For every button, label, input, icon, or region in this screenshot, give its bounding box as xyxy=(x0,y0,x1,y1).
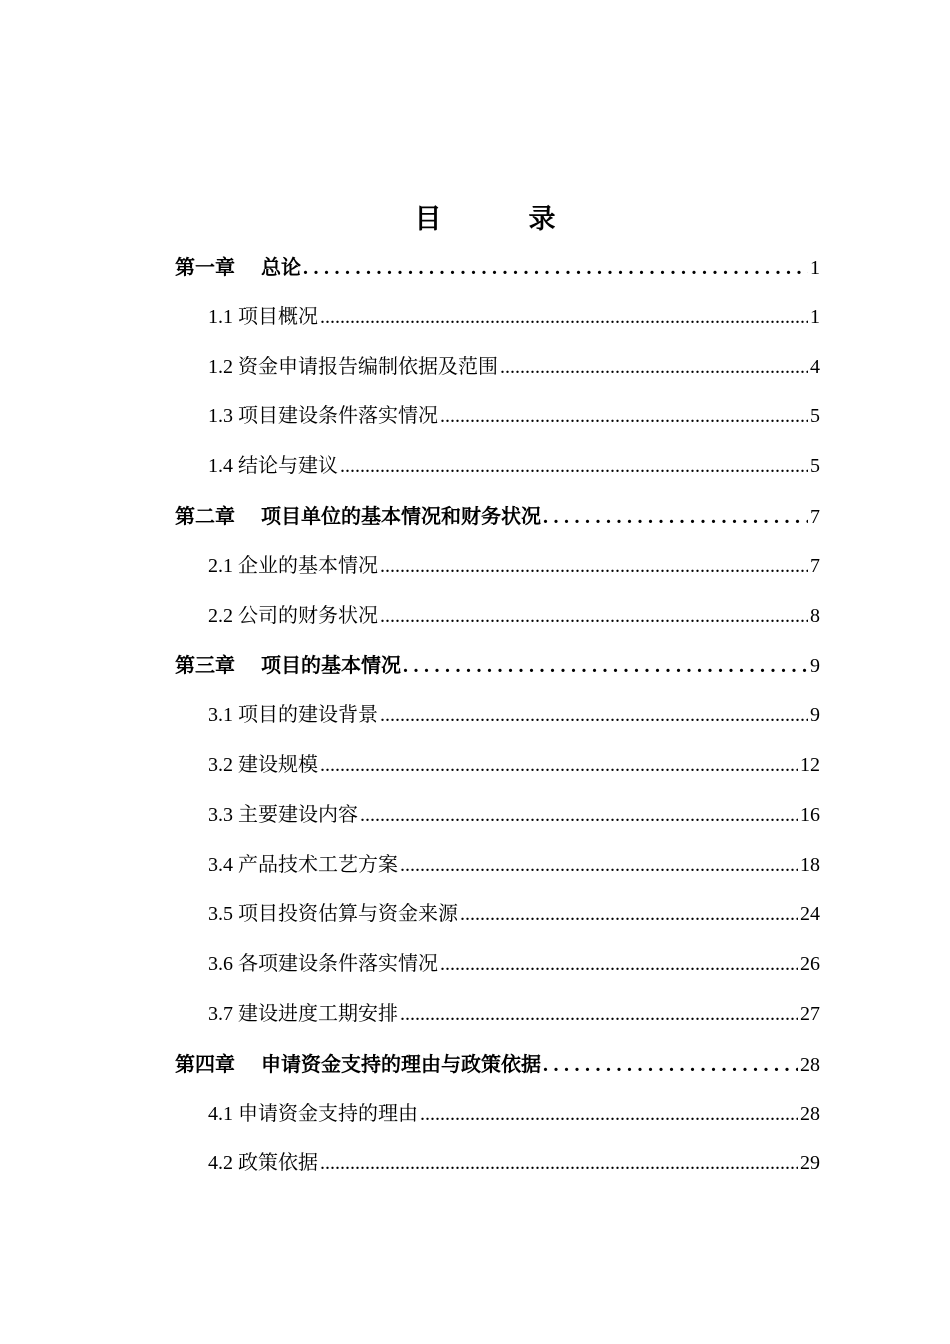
toc-page-number: 29 xyxy=(800,1152,820,1175)
toc-entry-label xyxy=(208,791,358,841)
toc-entry-text: 项目的基本情况 xyxy=(261,653,401,678)
dot-leader xyxy=(543,493,808,543)
dot-leader xyxy=(440,940,798,990)
toc-section-entry[interactable] xyxy=(175,542,820,592)
toc-page-number: 9 xyxy=(810,655,820,678)
chapter-number: 第一章 xyxy=(175,255,235,279)
toc-entry-label xyxy=(208,691,378,741)
toc-page-number: 4 xyxy=(810,355,820,378)
toc-section-entry[interactable] xyxy=(175,791,820,841)
toc-section-entry[interactable] xyxy=(175,343,820,393)
dot-leader xyxy=(320,741,798,791)
toc-title: 目 录 xyxy=(414,204,586,235)
toc-section-entry[interactable] xyxy=(175,592,820,642)
toc-section-entry[interactable] xyxy=(175,442,820,492)
toc-entry-label xyxy=(208,841,398,891)
toc-entry-text: 3.2 建设规模 xyxy=(208,753,318,776)
toc-section-entry[interactable] xyxy=(175,392,820,442)
chapter-number: 第四章 xyxy=(175,1051,235,1076)
toc-entry-text: 1.3 项目建设条件落实情况 xyxy=(208,405,438,428)
toc-entry-text: 4.2 政策依据 xyxy=(208,1152,318,1175)
toc-section-entry[interactable] xyxy=(175,940,820,990)
toc-entry-text: 1.4 结论与建议 xyxy=(208,455,338,478)
toc-entry-text: 项目单位的基本情况和财务状况 xyxy=(261,503,541,528)
toc-page-number: 28 xyxy=(800,1102,820,1125)
dot-leader xyxy=(403,642,808,692)
dot-leader xyxy=(400,990,798,1040)
dot-leader xyxy=(500,343,808,393)
toc-entry-text: 3.7 建设进度工期安排 xyxy=(208,1002,398,1025)
toc-page-number: 16 xyxy=(800,803,820,826)
toc-page-number: 28 xyxy=(800,1053,820,1076)
toc-entry-text: 3.4 产品技术工艺方案 xyxy=(208,853,398,876)
toc-section-entry[interactable] xyxy=(175,990,820,1040)
toc-chapter-entry[interactable] xyxy=(175,641,820,691)
toc-entry-text: 3.3 主要建设内容 xyxy=(208,803,358,826)
dot-leader xyxy=(340,442,808,492)
dot-leader xyxy=(303,244,808,294)
toc-page-number: 7 xyxy=(810,505,820,528)
toc-section-entry[interactable] xyxy=(175,1139,820,1189)
toc-page-number: 1 xyxy=(810,305,820,328)
dot-leader xyxy=(380,592,808,642)
toc-section-entry[interactable] xyxy=(175,691,820,741)
toc-section-entry[interactable] xyxy=(175,890,820,940)
toc-entry-label xyxy=(208,293,318,343)
toc-page-number: 26 xyxy=(800,953,820,976)
toc-entry-text: 1.2 资金申请报告编制依据及范围 xyxy=(208,355,498,378)
toc-entry-label xyxy=(175,492,541,542)
toc-entry-label xyxy=(208,940,438,990)
dot-leader xyxy=(400,841,798,891)
toc-entry-label xyxy=(208,1090,418,1140)
toc-entry-text: 3.6 各项建设条件落实情况 xyxy=(208,953,438,976)
toc-page-number: 5 xyxy=(810,455,820,478)
toc-page-number: 5 xyxy=(810,405,820,428)
toc-entry-label xyxy=(208,442,338,492)
chapter-number: 第二章 xyxy=(175,503,235,528)
toc-page-number: 12 xyxy=(800,753,820,776)
toc-chapter-entry[interactable] xyxy=(175,492,820,542)
dot-leader xyxy=(380,691,808,741)
dot-leader xyxy=(420,1090,798,1140)
toc-page-number: 9 xyxy=(810,704,820,727)
chapter-number: 第三章 xyxy=(175,653,235,678)
toc-entry-label xyxy=(175,641,401,691)
dot-leader xyxy=(460,890,798,940)
toc-entry-text: 申请资金支持的理由与政策依据 xyxy=(261,1051,541,1076)
toc-section-entry[interactable] xyxy=(175,1090,820,1140)
toc-chapter-entry[interactable] xyxy=(175,243,820,293)
toc-entry-text: 2.1 企业的基本情况 xyxy=(208,554,378,577)
toc-entry-label xyxy=(208,542,378,592)
toc-page-number: 27 xyxy=(800,1002,820,1025)
toc-entry-text: 4.1 申请资金支持的理由 xyxy=(208,1102,418,1125)
toc-page-number: 18 xyxy=(800,853,820,876)
toc-section-entry[interactable] xyxy=(175,741,820,791)
dot-leader xyxy=(440,392,808,442)
dot-leader xyxy=(543,1041,798,1091)
toc-chapter-entry[interactable] xyxy=(175,1040,820,1090)
dot-leader xyxy=(380,542,808,592)
dot-leader xyxy=(320,293,808,343)
toc-entry-text: 3.5 项目投资估算与资金来源 xyxy=(208,903,458,926)
table-of-contents xyxy=(175,243,820,1189)
toc-entry-text: 3.1 项目的建设背景 xyxy=(208,704,378,727)
toc-page-number: 1 xyxy=(810,257,820,279)
toc-entry-label xyxy=(208,990,398,1040)
toc-page-number: 24 xyxy=(800,903,820,926)
toc-page-number: 7 xyxy=(810,554,820,577)
toc-entry-label xyxy=(175,1040,541,1090)
toc-entry-label xyxy=(208,890,458,940)
toc-entry-text: 总论 xyxy=(261,255,301,279)
toc-entry-label xyxy=(208,592,378,642)
toc-entry-label xyxy=(208,1139,318,1189)
toc-entry-text: 2.2 公司的财务状况 xyxy=(208,604,378,627)
toc-page-number: 8 xyxy=(810,604,820,627)
dot-leader xyxy=(360,791,798,841)
dot-leader xyxy=(320,1139,798,1189)
toc-entry-label xyxy=(208,741,318,791)
toc-entry-label xyxy=(208,392,438,442)
toc-section-entry[interactable] xyxy=(175,293,820,343)
toc-section-entry[interactable] xyxy=(175,841,820,891)
toc-entry-text: 1.1 项目概况 xyxy=(208,305,318,328)
toc-entry-label xyxy=(175,243,301,293)
toc-entry-label xyxy=(208,343,498,393)
